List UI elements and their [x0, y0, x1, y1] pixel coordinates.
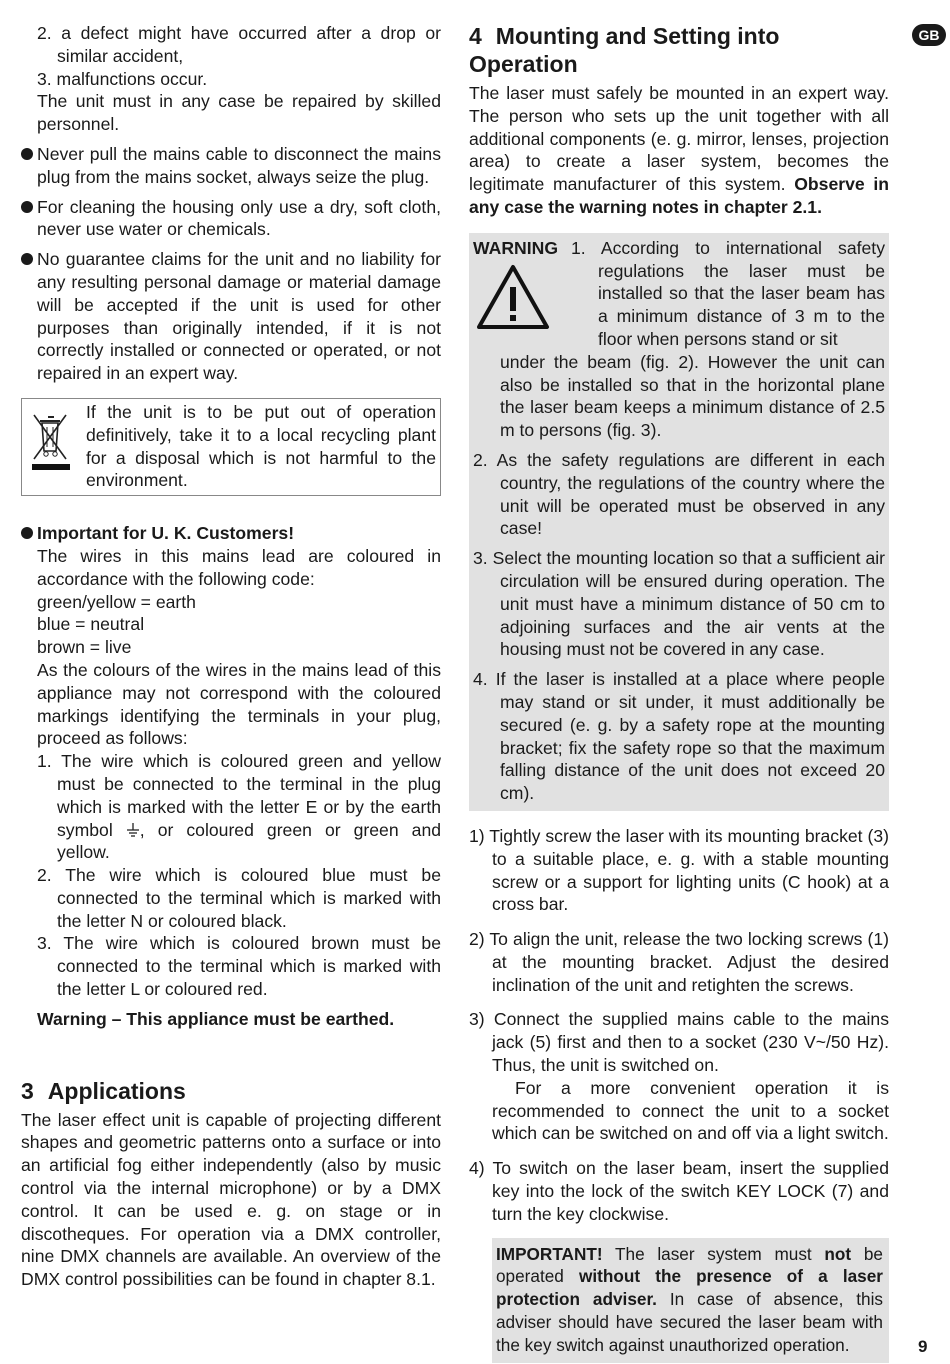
section-heading: 3 Applications — [21, 1077, 186, 1104]
right-column — [469, 22, 889, 1363]
list-item: 3. malfunctions occur. — [37, 68, 208, 89]
important-box: IMPORTANT! The laser system must not be operated without the presence of a laser protection adviser. In case of absence, this adviser should have secured the laser beam with the key switch against unauthorized operation. — [492, 1238, 889, 1363]
bullet-icon — [21, 527, 33, 539]
recycling-text: If the unit is to be put out of operation definitively, take it to a local recycling plant for a disposal which is not harmful to the environment. — [86, 401, 436, 491]
uk-heading: Important for U. K. Customers! — [37, 523, 295, 544]
warning-item: 2. As the safety regulations are different in each country, the regulations of the country where the unit will be operated must be observed in any case! — [473, 449, 885, 539]
step-note: For a more convenient operation it is recommended to connect the unit to a socket which can be switched on and off via a light switch. — [492, 1077, 889, 1144]
wire-code: blue = neutral — [37, 614, 145, 635]
bullet-item: Never pull the mains cable to disconnect the mains plug from the mains socket, always seize the plug. — [21, 143, 441, 189]
mounting-intro: The laser must safely be mounted in an expert way. The person who sets up the unit together with all additional components (e. g. mirror, lenses, projection area) to create a laser system, becomes the legitimate manufacturer of this system. Observe in any case the warning notes in chapter 2.1. — [469, 83, 890, 217]
step-item: 2) To align the unit, release the two locking screws (1) at the mounting bracket. Adjust the desired inclination of the unit and retighten the screws. — [469, 929, 889, 995]
list-item: 2. The wire which is coloured blue must be connected to the terminal which is marked with the letter N or coloured black. — [37, 865, 441, 931]
crossed-bin-icon — [26, 401, 82, 492]
applications-text: The laser effect unit is capable of projecting different shapes and geometric patterns onto a surface or into an artificial fog either independently (also by music control via the internal microphone) or by a DMX control. It can be used e. g. on stage or in discotheques. For operation via a DMX controller, nine DMX channels are available. An overview of the DMX control possibilities can be found in chapter 8.1. — [21, 1109, 441, 1290]
list-item: 3. The wire which is coloured brown must be connected to the terminal which is marked with the letter L or coloured red. — [37, 933, 441, 1000]
uk-customers-section — [21, 522, 441, 1031]
warning-item: 3. Select the mounting location so that a sufficient air circulation will be ensured during operation. The unit must have a minimum distance of 50 cm to adjoining surfaces and the air vents at the housing must not be covered in any case. — [473, 548, 885, 660]
uk-paragraph: As the colours of the wires in the mains lead of this appliance may not correspond with the coloured markings identifying the terminals in your plug, proceed as follows: — [37, 659, 441, 749]
list-item: 1. The wire which is coloured green and yellow must be connected to the terminal in the plug which is marked with the letter E or by the earth symbol , or coloured green or green and yellow. — [37, 751, 442, 863]
bullet-icon — [21, 253, 33, 265]
warning-triangle-icon — [473, 261, 553, 333]
earth-symbol-icon — [126, 822, 140, 838]
step-item: 1) Tightly screw the laser with its mounting bracket (3) to a suitable place, e. g. with a stable mounting screw or a support for lighting units (C hook) at a cross bar. — [469, 825, 889, 915]
wire-code: brown = live — [37, 637, 132, 658]
mounting-steps — [469, 825, 889, 1363]
bullet-item: For cleaning the housing only use a dry, soft cloth, never use water or chemicals. — [21, 196, 441, 242]
list-item: 2. a defect might have occurred after a drop or similar accident, — [37, 23, 441, 66]
wire-code: green/yellow = earth — [37, 591, 196, 612]
section-heading: 4 Mounting and Setting into Operation — [469, 23, 780, 77]
recycling-notice — [21, 398, 441, 496]
warning-item-cont: under the beam (fig. 2). However the unit can also be installed so that in the horizontal plane the laser beam keeps a minimum distance of 2.5 m to persons (fig. 3). — [500, 351, 885, 441]
step-item: 4) To switch on the laser beam, insert the supplied key into the lock of the switch KEY LOCK (7) and turn the key clockwise. — [469, 1158, 889, 1224]
uk-intro: The wires in this mains lead are coloured in accordance with the following code: — [37, 545, 441, 589]
language-badge: GB — [912, 24, 946, 46]
bullet-item: No guarantee claims for the unit and no liability for any resulting personal damage or material damage will be accepted if the unit is used for other purposes than originally intended, if it is not correctly installed or connected or operated, or not repaired in an expert way. — [21, 248, 441, 385]
warning-box — [469, 233, 889, 811]
warning-item: 1. According to international safety regulations the laser must be installed so that the laser beam has a minimum distance of 3 m to the floor when persons stand or sit — [571, 237, 885, 349]
paragraph: The unit must in any case be repaired by skilled personnel. — [37, 91, 441, 135]
earth-warning: Warning – This appliance must be earthed. — [37, 1008, 395, 1029]
step-item: 3) Connect the supplied mains cable to the mains jack (5) first and then to a socket (230 V~/50 Hz). Thus, the unit is switched on. — [469, 1009, 889, 1076]
warning-label: WARNING — [473, 237, 559, 258]
left-column — [21, 22, 441, 1291]
warning-item: 4. If the laser is installed at a place where people may stand or sit under, it must additionally be secured (e. g. by a safety rope at the mounting bracket; fix the safety rope so that the maximum falling distance of the unit does not exceed 20 cm). — [473, 669, 885, 804]
bullet-icon — [21, 201, 33, 213]
page-number: 9 — [918, 1337, 928, 1356]
bullet-icon — [21, 148, 33, 160]
